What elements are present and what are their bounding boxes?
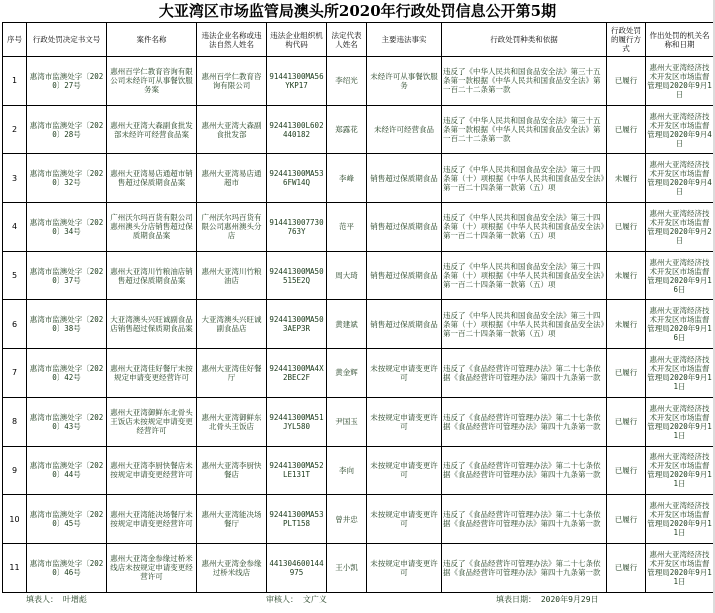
fulfillment-status: 已履行	[607, 105, 646, 154]
authority-date: 惠州大亚湾经济技术开发区市场监督管理局2020年9月11日	[646, 397, 714, 446]
penalty-basis: 违反了《中华人民共和国食品安全法》第三十四条第（十）项根据《中华人民共和国食品安全法》第一百二十四条第一款第（五）项	[442, 203, 607, 252]
party-name: 惠州大亚湾佳好餐厅	[197, 349, 267, 398]
table-row	[3, 349, 714, 398]
header-code: 违法企业组织机构代码	[267, 23, 327, 57]
penalty-basis: 违反了《食品经营许可管理办法》第二十七条依据《食品经营许可管理办法》第四十九条第一款	[442, 543, 607, 592]
header-doc: 行政处罚决定书文号	[27, 23, 107, 57]
case-name: 惠州大亚湾金参缘过桥米线店未按规定申请变更经营许可	[107, 543, 197, 592]
header-basis: 行政处罚种类和依据	[442, 23, 607, 57]
party-name: 惠州大亚湾大森副食批发部	[197, 105, 267, 154]
fulfillment-status: 已履行	[607, 446, 646, 495]
legal-rep: 尹国玉	[327, 397, 367, 446]
case-name: 大亚湾澳头兴旺诚副食品店销售超过保质期食品案	[107, 300, 197, 349]
authority-date: 惠州大亚湾经济技术开发区市场监督管理局2020年9月11日	[646, 446, 714, 495]
violation-fact: 销售超过保质期食品	[367, 300, 442, 349]
case-name: 惠州大亚湾易店通超市销售超过保质期食品案	[107, 154, 197, 203]
table-row	[3, 495, 714, 544]
header-no: 序号	[3, 23, 27, 57]
fulfillment-status: 未履行	[607, 154, 646, 203]
legal-rep: 李向	[327, 446, 367, 495]
legal-rep: 黄金辉	[327, 349, 367, 398]
party-name: 广州沃尔玛百货有限公司惠州澳头分店	[197, 203, 267, 252]
header-rep: 法定代表人姓名	[327, 23, 367, 57]
doc-number: 惠湾市监澳处字〔2020〕45号	[27, 495, 107, 544]
fulfillment-status: 已履行	[607, 203, 646, 252]
penalty-basis: 违反了《中华人民共和国食品安全法》第三十五条第一款根据《中华人民共和国食品安全法》第一百二十二条第一款	[442, 57, 607, 106]
authority-date: 惠州大亚湾经济技术开发区市场监督管理局2020年9月11日	[646, 349, 714, 398]
fulfillment-status: 已履行	[607, 543, 646, 592]
fulfillment-status: 已履行	[607, 57, 646, 106]
org-code: 92441300MA4X2BEC2F	[267, 349, 327, 398]
header-party: 违法企业名称或违法自然人姓名	[197, 23, 267, 57]
org-code: 92441300MA503AEP3R	[267, 300, 327, 349]
authority-date: 惠州大亚湾经济技术开发区市场监督管理局2020年9月1日	[646, 57, 714, 106]
legal-rep: 王小凯	[327, 543, 367, 592]
row-number: 3	[3, 154, 27, 203]
org-code: 441304600144975	[267, 543, 327, 592]
table-row	[3, 543, 714, 592]
table-row	[3, 154, 714, 203]
table-row	[3, 203, 714, 252]
authority-date: 惠州大亚湾经济技术开发区市场监督管理局2020年9月4日	[646, 154, 714, 203]
row-number: 5	[3, 251, 27, 300]
table-row	[3, 105, 714, 154]
doc-number: 惠湾市监澳处字〔2020〕43号	[27, 397, 107, 446]
authority-date: 惠州大亚湾经济技术开发区市场监督管理局2020年9月11日	[646, 495, 714, 544]
party-name: 惠州大亚湾李厨快餐店	[197, 446, 267, 495]
doc-number: 惠湾市监澳处字〔2020〕28号	[27, 105, 107, 154]
authority-date: 惠州大亚湾经济技术开发区市场监督管理局2020年9月2日	[646, 203, 714, 252]
fulfillment-status: 未履行	[607, 300, 646, 349]
org-code: 91441300MA56YKP17	[267, 57, 327, 106]
penalty-basis: 违反了《食品经营许可管理办法》第二十七条依据《食品经营许可管理办法》第四十九条第一款	[442, 495, 607, 544]
legal-rep: 郑露花	[327, 105, 367, 154]
row-number: 8	[3, 397, 27, 446]
table-row	[3, 300, 714, 349]
table-row	[3, 446, 714, 495]
party-name: 惠州大亚湾金参缘过桥米线店	[197, 543, 267, 592]
case-name: 惠州大亚湾大森副食批发部未经许可经营食品案	[107, 105, 197, 154]
party-name: 惠州大亚湾御鲜东北骨头王饭店	[197, 397, 267, 446]
penalty-basis: 违反了《中华人民共和国食品安全法》第三十四条第（十）项根据《中华人民共和国食品安全法》第一百二十四条第一款第（五）项	[442, 300, 607, 349]
table-row	[3, 57, 714, 106]
penalty-basis: 违反了《中华人民共和国食品安全法》第三十四条第（十）项根据《中华人民共和国食品安全法》第一百二十四条第一款第（五）项	[442, 251, 607, 300]
fulfillment-status: 已履行	[607, 349, 646, 398]
row-number: 9	[3, 446, 27, 495]
violation-fact: 销售超过保质期食品	[367, 154, 442, 203]
footer	[2, 591, 713, 609]
header-status: 行政处罚的履行方式	[607, 23, 646, 57]
row-number: 4	[3, 203, 27, 252]
case-name: 广州沃尔玛百货有限公司惠州澳头分店销售超过保质期食品案	[107, 203, 197, 252]
doc-number: 惠湾市监澳处字〔2020〕37号	[27, 251, 107, 300]
org-code: 92441300MA51JYL580	[267, 397, 327, 446]
authority-date: 惠州大亚湾经济技术开发区市场监督管理局2020年9月4日	[646, 105, 714, 154]
authority-date: 惠州大亚湾经济技术开发区市场监督管理局2020年9月11日	[646, 543, 714, 592]
table-row	[3, 251, 714, 300]
doc-number: 惠湾市监澳处字〔2020〕46号	[27, 543, 107, 592]
violation-fact: 未按规定申请变更许可	[367, 495, 442, 544]
case-name: 惠州大亚湾能决场餐厅未按规定申请变更经营许可	[107, 495, 197, 544]
penalty-basis: 违反了《食品经营许可管理办法》第二十七条依据《食品经营许可管理办法》第四十九条第一款	[442, 397, 607, 446]
row-number: 6	[3, 300, 27, 349]
legal-rep: 曾井忠	[327, 495, 367, 544]
legal-rep: 李绍光	[327, 57, 367, 106]
penalty-basis: 违反了《食品经营许可管理办法》第二十七条依据《食品经营许可管理办法》第四十九条第一款	[442, 349, 607, 398]
party-name: 惠州大亚湾能决场餐厅	[197, 495, 267, 544]
legal-rep: 李峰	[327, 154, 367, 203]
doc-number: 惠湾市监澳处字〔2020〕44号	[27, 446, 107, 495]
doc-number: 惠湾市监澳处字〔2020〕42号	[27, 349, 107, 398]
row-number: 7	[3, 349, 27, 398]
page-title: 大亚湾区市场监管局澳头所2020年行政处罚信息公开第5期	[158, 2, 557, 20]
penalty-basis: 违反了《食品经营许可管理办法》第二十七条依据《食品经营许可管理办法》第四十九条第一款	[442, 446, 607, 495]
filler-label: 填表人： 叶增彪	[26, 595, 87, 604]
reviewer-label: 审核人： 文广义	[266, 595, 327, 604]
row-number: 2	[3, 105, 27, 154]
org-code: 92441300MA52LE131T	[267, 446, 327, 495]
case-name: 惠州大亚湾李厨快餐店未按规定申请变更经营许可	[107, 446, 197, 495]
doc-number: 惠湾市监澳处字〔2020〕34号	[27, 203, 107, 252]
party-name: 惠州百学仁教育咨询有限公司	[197, 57, 267, 106]
violation-fact: 未按规定申请变更许可	[367, 397, 442, 446]
party-name: 大亚湾澳头兴旺诚副食品店	[197, 300, 267, 349]
violation-fact: 未按规定申请变更许可	[367, 446, 442, 495]
fulfillment-status: 未履行	[607, 251, 646, 300]
doc-number: 惠湾市监澳处字〔2020〕27号	[27, 57, 107, 106]
doc-number: 惠湾市监澳处字〔2020〕32号	[27, 154, 107, 203]
org-code: 92441300MA50515E2Q	[267, 251, 327, 300]
org-code: 92441300MA53PLT158	[267, 495, 327, 544]
row-number: 1	[3, 57, 27, 106]
header-case: 案件名称	[107, 23, 197, 57]
fulfillment-status: 已履行	[607, 397, 646, 446]
table-row	[3, 397, 714, 446]
authority-date: 惠州大亚湾经济技术开发区市场监督管理局2020年9月16日	[646, 251, 714, 300]
penalty-basis: 违反了《中华人民共和国食品安全法》第三十四条第（十）项根据《中华人民共和国食品安全法》第一百二十四条第一款第（五）项	[442, 154, 607, 203]
case-name: 惠州大亚湾御鲜东北骨头王饭店未按规定申请变更经营许可	[107, 397, 197, 446]
org-code: 92441300MA536FW14Q	[267, 154, 327, 203]
penalty-basis: 违反了《中华人民共和国食品安全法》第三十五条第一款根据《中华人民共和国食品安全法》第一百二十二条第一款	[442, 105, 607, 154]
penalty-table	[2, 22, 714, 593]
violation-fact: 未经许可从事餐饮服务	[367, 57, 442, 106]
case-name: 惠州大亚湾川竹粮油店销售超过保质期食品案	[107, 251, 197, 300]
header-row	[3, 23, 714, 57]
row-number: 11	[3, 543, 27, 592]
fulfillment-status: 已履行	[607, 495, 646, 544]
party-name: 惠州大亚湾易店通超市	[197, 154, 267, 203]
legal-rep: 周大琦	[327, 251, 367, 300]
header-org: 作出处罚的机关名称和日期	[646, 23, 714, 57]
violation-fact: 销售超过保质期食品	[367, 203, 442, 252]
org-code: 914413007730763Y	[267, 203, 327, 252]
row-number: 10	[3, 495, 27, 544]
fill-date-label: 填表日期： 2020年9月29日	[496, 595, 599, 604]
case-name: 惠州大亚湾佳好餐厅未按规定申请变更经营许可	[107, 349, 197, 398]
doc-number: 惠湾市监澳处字〔2020〕38号	[27, 300, 107, 349]
header-fact: 主要违法事实	[367, 23, 442, 57]
violation-fact: 销售超过保质期食品	[367, 251, 442, 300]
case-name: 惠州百学仁教育咨询有限公司未经许可从事餐饮服务案	[107, 57, 197, 106]
legal-rep: 黄建斌	[327, 300, 367, 349]
org-code: 92441300L602440182	[267, 105, 327, 154]
violation-fact: 未按规定申请变更许可	[367, 543, 442, 592]
violation-fact: 未按规定申请变更许可	[367, 349, 442, 398]
authority-date: 惠州大亚湾经济技术开发区市场监督管理局2020年9月16日	[646, 300, 714, 349]
violation-fact: 未经许可经营食品	[367, 105, 442, 154]
party-name: 惠州大亚湾川竹粮油店	[197, 251, 267, 300]
legal-rep: 范平	[327, 203, 367, 252]
